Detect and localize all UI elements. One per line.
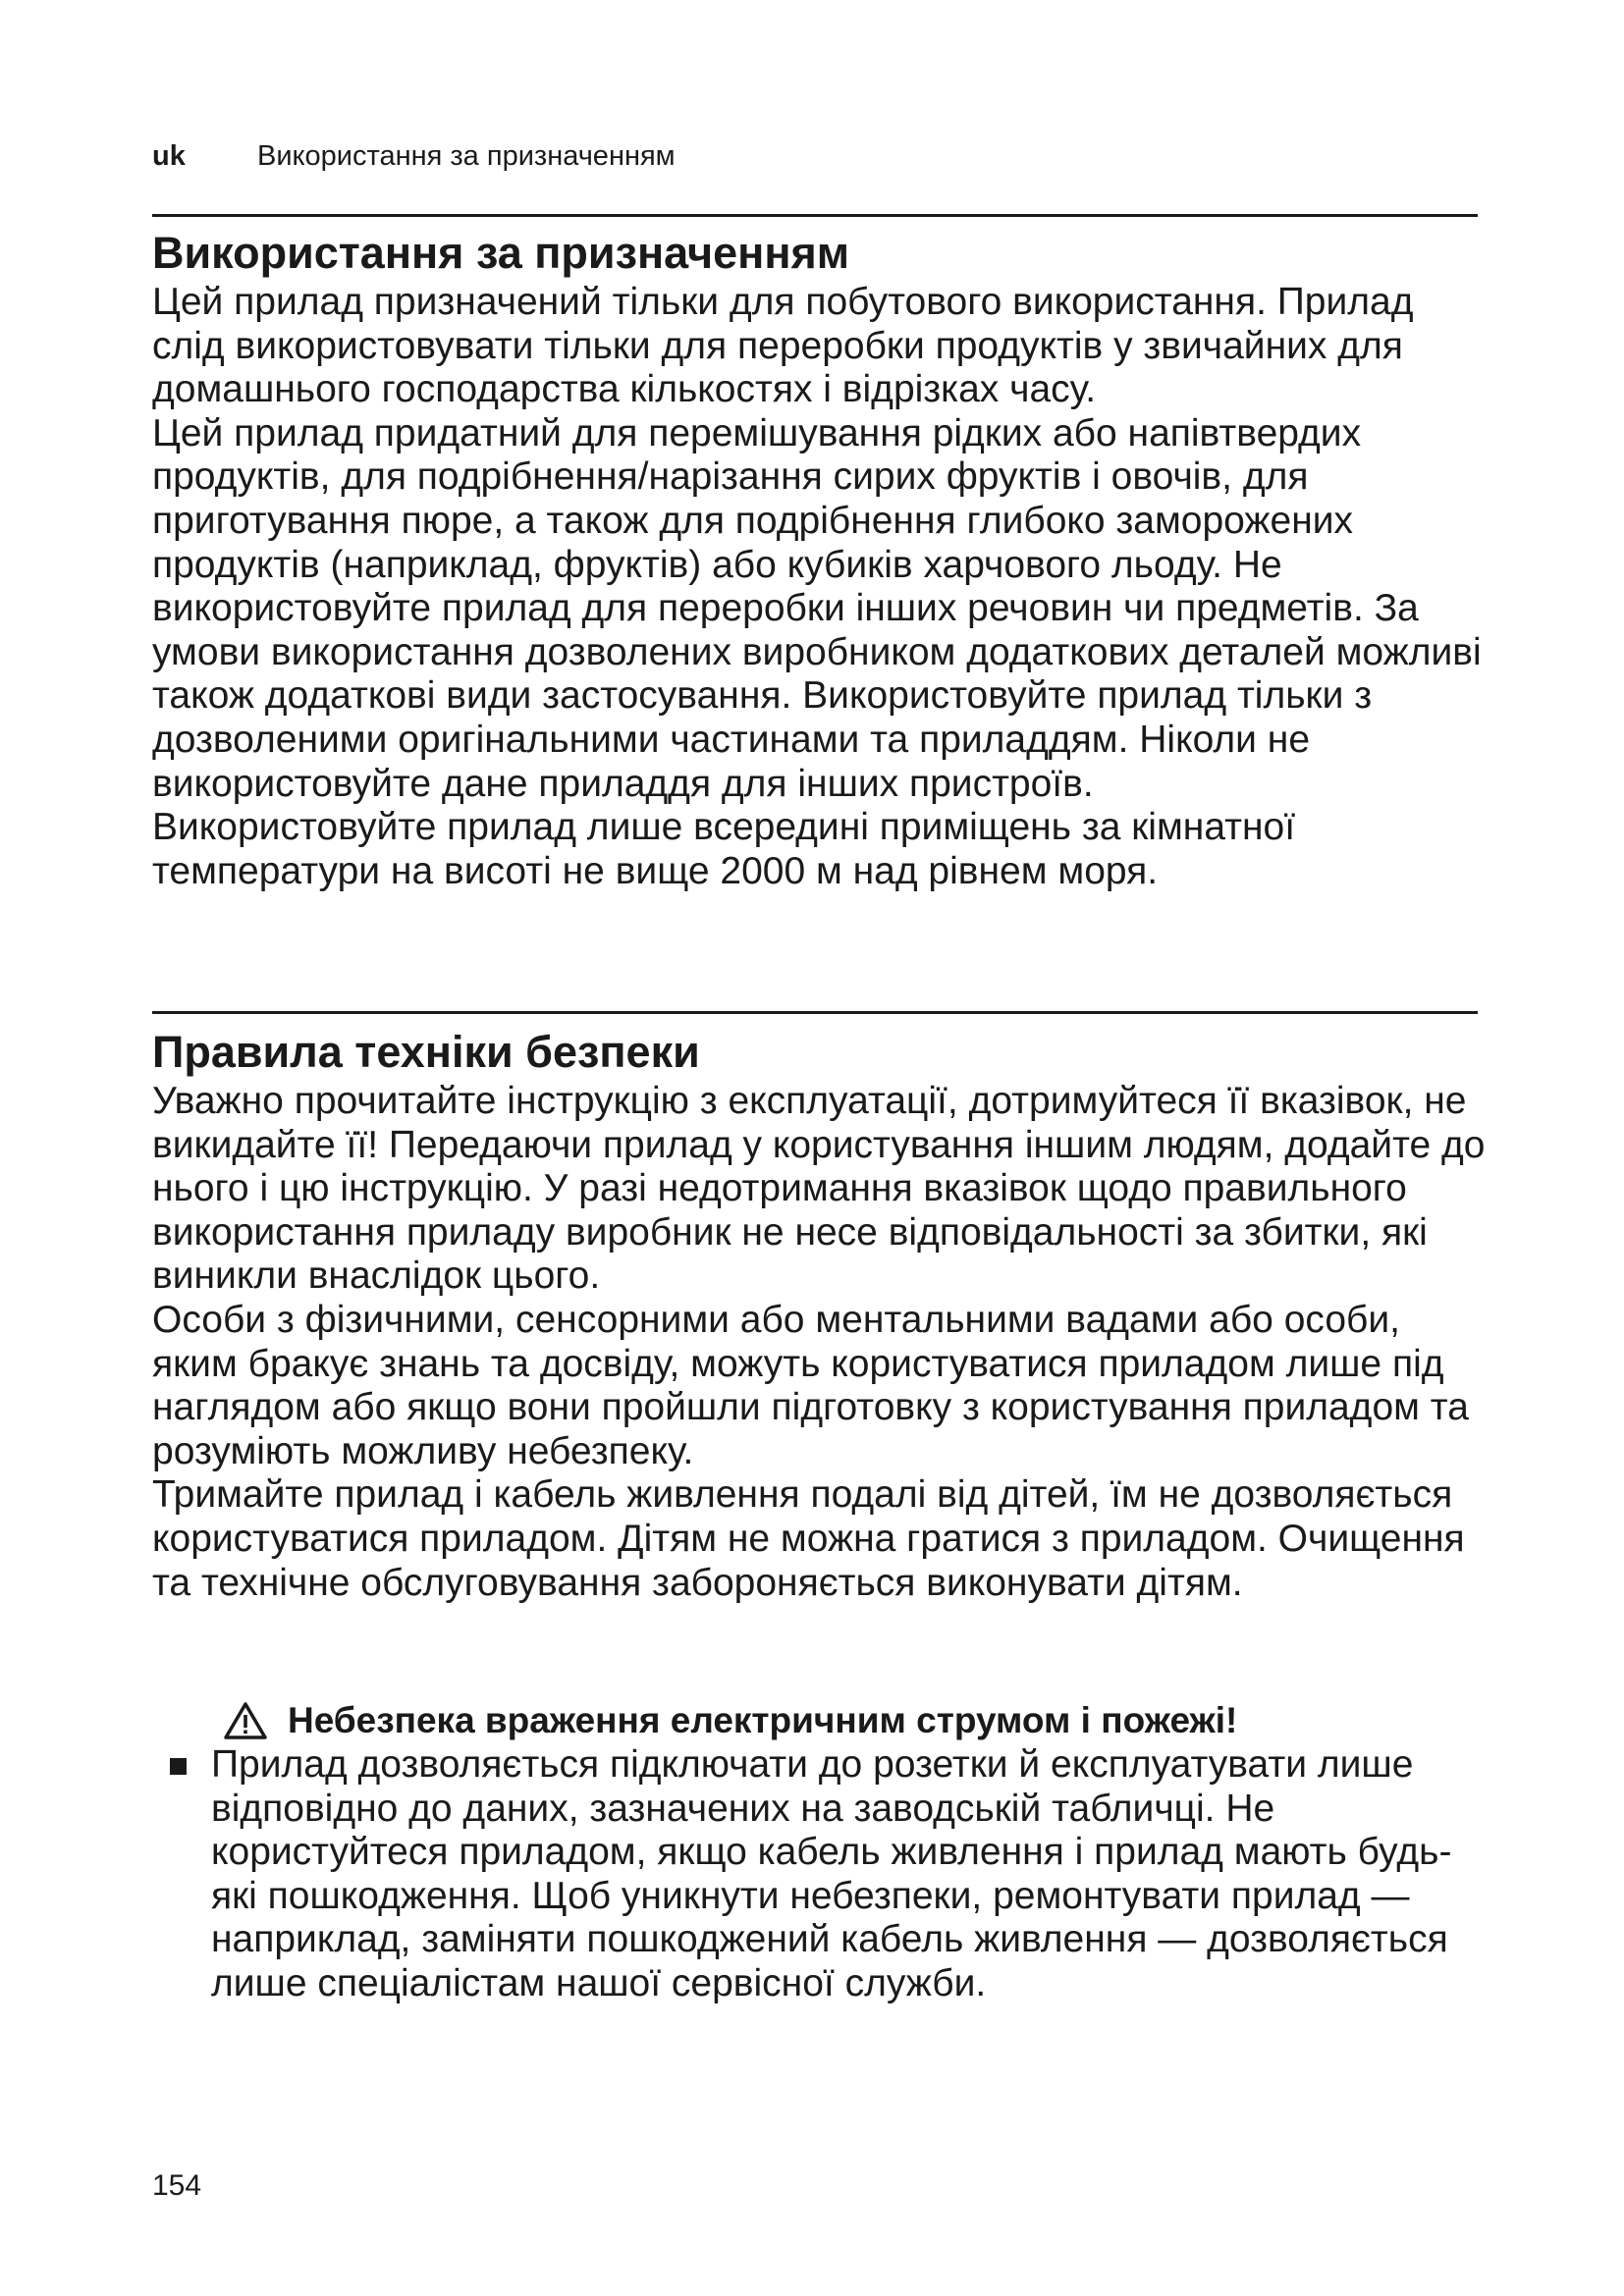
bullet-text: Прилад дозволяється підключати до розетки й експлуатувати лише відповідно до даних, зазначених на заводській табличці. Не користуйтеся приладом, якщо кабель живлення і прилад мають будь-які пошкодження. Щоб уникнути небезпеки, ремонтувати прилад — наприклад, заміняти пошкоджений кабель живлення — дозволяється лише спеціалістам нашої сервісної служби. <box>211 1743 1452 2004</box>
section-safety-rules <box>152 1025 1488 1605</box>
running-header <box>152 139 676 173</box>
language-code: uk <box>152 140 186 172</box>
warning-block <box>152 1698 1488 2006</box>
warning-title-text: Небезпека враження електричним струмом і пожежі! <box>288 1700 1238 1740</box>
paragraph: Тримайте прилад і кабель живлення подалі від дітей, їм не дозволяється користуватися приладом. Дітям не можна гратися з приладом. Очищення та технічне обслуговування забороняється виконувати дітям. <box>152 1473 1465 1604</box>
document-page <box>152 0 1486 2296</box>
section-body-safety-rules <box>152 1080 1488 1605</box>
paragraph: Уважно прочитайте інструкцію з експлуатації, дотримуйтеся її вказівок, не викидайте її! Передаючи прилад у користування іншим людям, додайте до нього і цю інструкцію. У разі недотримання вказівок щодо правильного використання приладу виробник не несе відповідальності за збитки, які виникли внаслідок цього. <box>152 1080 1486 1298</box>
paragraph: Особи з фізичними, сенсорними або ментальними вадами або особи, яким бракує знань та досвіду, можуть користуватися приладом лише під наглядом або якщо вони пройшли підготовку з користування приладом та розуміють можливу небезпеку. <box>152 1298 1469 1472</box>
section-divider-2 <box>152 1011 1478 1014</box>
section-heading-safety-rules: Правила техніки безпеки <box>152 1027 700 1077</box>
paragraph: Цей прилад призначений тільки для побутового використання. Прилад слід використовувати тільки для переробки продуктів у звичайних для домашнього господарства кількостях і відрізках часу. <box>152 281 1414 411</box>
header-title: Використання за призначенням <box>257 140 676 172</box>
section-heading-intended-use: Використання за призначенням <box>152 228 850 278</box>
list-item <box>152 1743 1488 2006</box>
section-body-intended-use <box>152 281 1488 893</box>
paragraph: Використовуйте прилад лише всередині приміщень за кімнатної температури на висоті не вище 2000 м над рівнем моря. <box>152 806 1296 892</box>
warning-title <box>223 1698 1488 1743</box>
page-number: 154 <box>152 2169 202 2202</box>
section-divider-1 <box>152 214 1478 217</box>
bullet-square-icon <box>170 1758 187 1775</box>
paragraph: Цей прилад придатний для перемішування рідких або напівтвердих продуктів, для подрібнення/нарізання сирих фруктів і овочів, для приготування пюре, а також для подрібнення глибоко заморожених продуктів (наприклад, фруктів) або кубиків харчового льоду. Не використовуйте прилад для переробки інших речовин чи предметів. За умови використання дозволених виробником додаткових деталей можливі також додаткові види застосування. Використовуйте прилад тільки з дозволеними оригінальними частинами та приладдям. Ніколи не використовуйте дане приладдя для інших пристроїв. <box>152 411 1482 805</box>
warning-triangle-icon <box>223 1701 268 1740</box>
section-intended-use <box>152 226 1488 893</box>
